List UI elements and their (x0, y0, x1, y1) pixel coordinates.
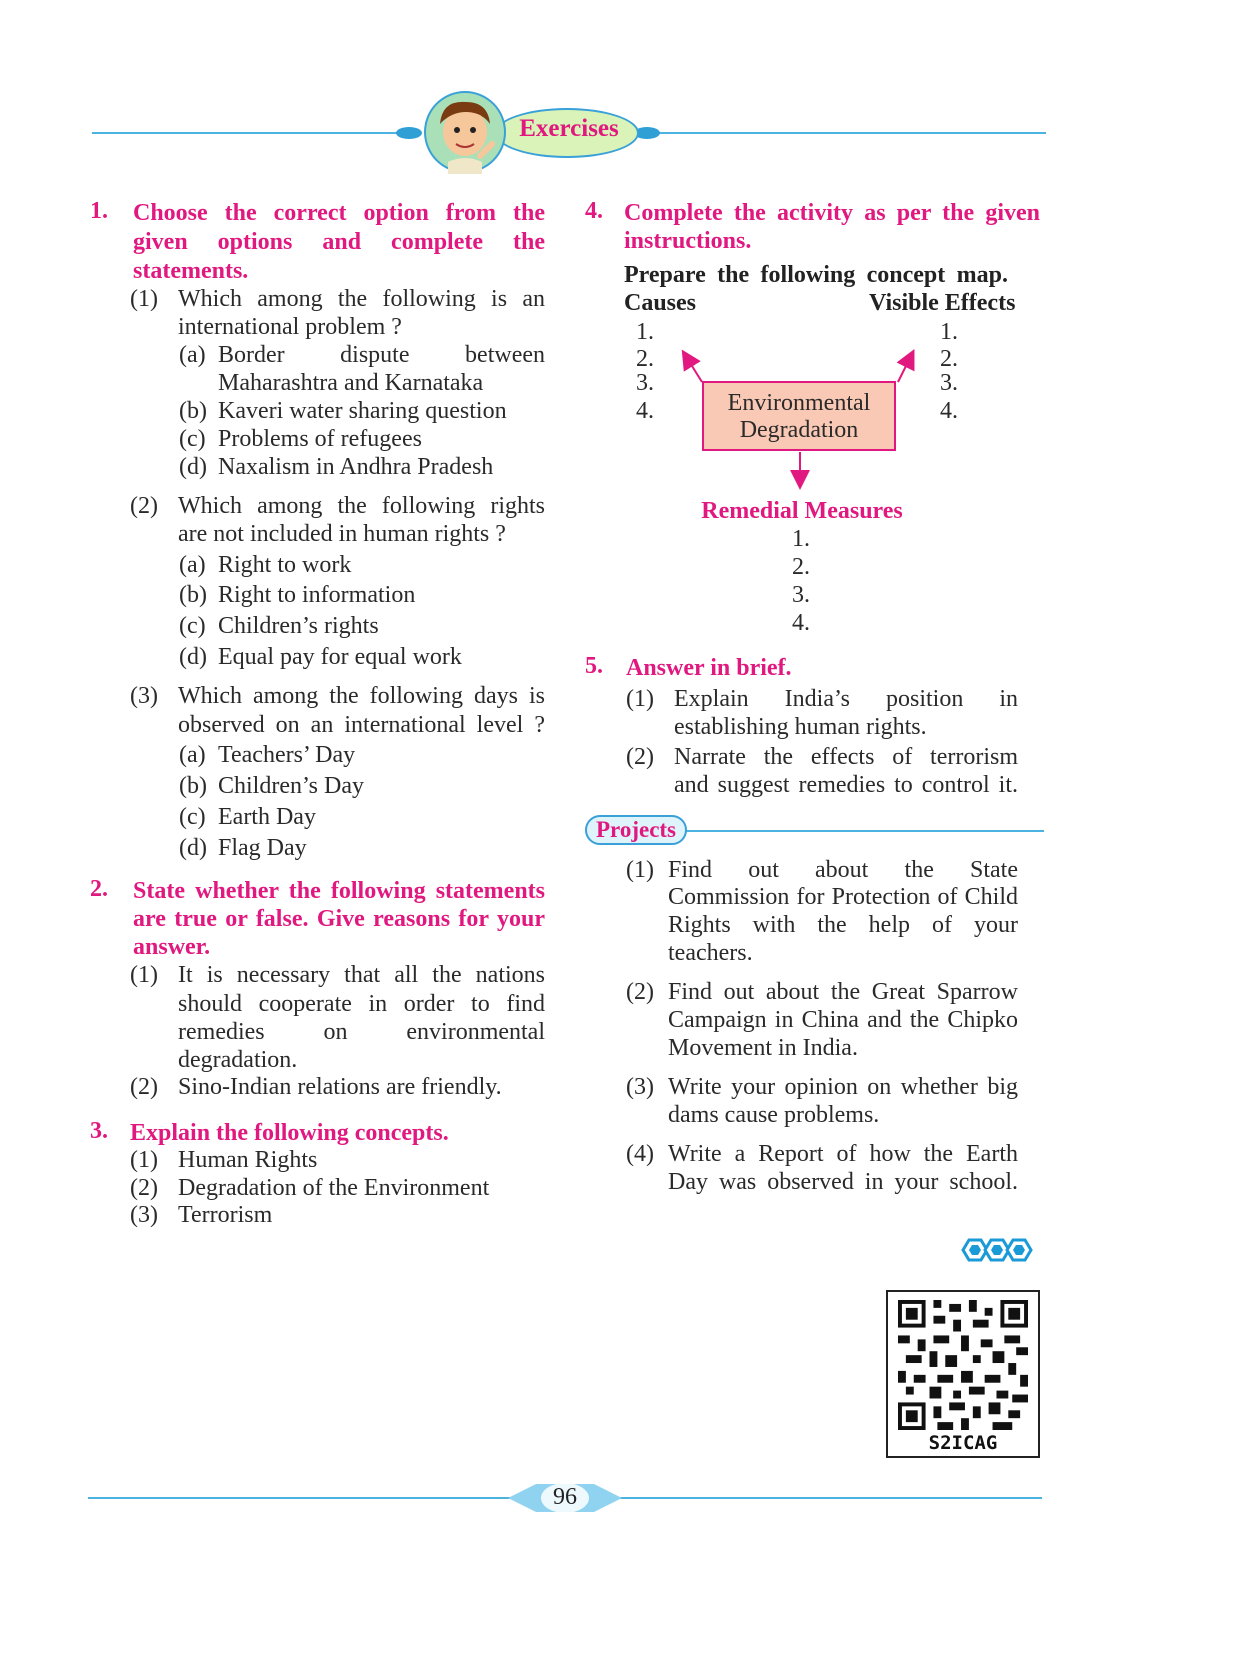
project-1-line-3: Rights with the help of your (668, 912, 1018, 938)
q1-item-2-line-2: are not included in human rights ? (178, 521, 506, 547)
q1-item-2-option-d-label: (d) (179, 644, 207, 670)
header-title: Exercises (519, 115, 619, 142)
remedial-3: 3. (792, 582, 810, 608)
concept-map-instruction: Prepare the following concept map. (624, 262, 1008, 288)
q1-item-1-option-d: Naxalism in Andhra Pradesh (218, 454, 494, 480)
boy-mascot-icon (420, 90, 510, 174)
concept-map-effects-label: Visible Effects (869, 290, 1016, 316)
q1-item-1-option-c: Problems of refugees (218, 426, 422, 452)
q3-item-1: Human Rights (178, 1147, 318, 1173)
header-rule-left (92, 132, 412, 134)
remedial-measures-label: Remedial Measures (701, 498, 903, 524)
q3-item-2: Degradation of the Environment (178, 1175, 490, 1201)
q4-heading-line-2: instructions. (624, 228, 752, 254)
q1-item-1-number: (1) (130, 286, 158, 312)
q5-item-2-line-2: and suggest remedies to control it. (674, 772, 1018, 798)
q1-item-2-option-b: Right to information (218, 582, 416, 608)
project-4-number: (4) (626, 1141, 654, 1167)
projects-rule (686, 830, 1044, 832)
q2-item-1-number: (1) (130, 962, 158, 988)
project-3-number: (3) (626, 1074, 654, 1100)
q1-item-2-number: (2) (130, 493, 158, 519)
header-rule-right (648, 132, 1046, 134)
q1-item-1-line-1: Which among the following is an (178, 286, 545, 312)
concept-map-center-line-2: Degradation (739, 417, 859, 443)
effect-1: 1. (940, 319, 958, 345)
page-number: 96 (553, 1484, 577, 1510)
project-1-line-4: teachers. (668, 940, 753, 966)
effect-3: 3. (940, 370, 958, 396)
projects-title: Projects (595, 817, 677, 842)
footer-rule-left (88, 1497, 528, 1499)
q5-item-2-line-1: Narrate the effects of terrorism (674, 744, 1018, 770)
q5-item-1-line-1: Explain India’s position in (674, 686, 1018, 712)
q1-item-1-option-a-label: (a) (179, 342, 206, 368)
remedial-4: 4. (792, 610, 810, 636)
q1-item-1-option-b: Kaveri water sharing question (218, 398, 507, 424)
q1-item-3-option-b: Children’s Day (218, 773, 364, 799)
q1-item-3-line-1: Which among the following days is (178, 683, 545, 709)
q1-item-3-line-2: observed on an international level ? (178, 712, 545, 738)
q2-heading-line-2: are true or false. Give reasons for your (133, 906, 545, 932)
qr-code-frame (886, 1290, 1040, 1458)
q1-item-2-line-1: Which among the following rights (178, 493, 545, 519)
q1-item-3-option-a: Teachers’ Day (218, 742, 356, 768)
q1-item-2-option-b-label: (b) (179, 582, 207, 608)
q1-item-3-option-a-label: (a) (179, 742, 206, 768)
q2-item-1-line-3: remedies on environmental (178, 1019, 545, 1045)
cause-2: 2. (636, 346, 654, 372)
q1-item-1-option-a-line-1: Border dispute between (218, 342, 545, 368)
q3-number: 3. (90, 1118, 108, 1144)
q5-item-2-number: (2) (626, 744, 654, 770)
q5-item-1-number: (1) (626, 686, 654, 712)
header-rule-left-cap (396, 127, 422, 139)
cause-1: 1. (636, 319, 654, 345)
cause-3: 3. (636, 370, 654, 396)
project-4-line-1: Write a Report of how the Earth (668, 1141, 1018, 1167)
project-2-line-2: Campaign in China and the Chipko (668, 1007, 1018, 1033)
q1-item-3-option-b-label: (b) (179, 773, 207, 799)
remedial-1: 1. (792, 526, 810, 552)
q1-item-1-line-2: international problem ? (178, 314, 402, 340)
qr-code-text: S2ICAG (928, 1432, 998, 1454)
q2-item-2-number: (2) (130, 1074, 158, 1100)
effect-2: 2. (940, 346, 958, 372)
q4-number: 4. (585, 198, 603, 224)
qr-code-icon (897, 1300, 1029, 1430)
q1-item-1-option-d-label: (d) (179, 454, 207, 480)
q1-heading-line-1: Choose the correct option from the (133, 200, 545, 226)
q3-heading: Explain the following concepts. (130, 1120, 449, 1146)
q1-number: 1. (90, 198, 108, 224)
q5-heading: Answer in brief. (626, 655, 792, 681)
q1-item-3-option-c-label: (c) (179, 804, 206, 830)
project-1-line-2: Commission for Protection of Child (668, 884, 1018, 910)
project-2-number: (2) (626, 979, 654, 1005)
q1-item-2-option-a-label: (a) (179, 552, 206, 578)
project-3-line-2: dams cause problems. (668, 1102, 880, 1128)
q1-item-3-option-d-label: (d) (179, 835, 207, 861)
q2-heading-line-1: State whether the following statements (133, 878, 545, 904)
concept-map-causes-label: Causes (624, 290, 697, 316)
q2-item-1-line-1: It is necessary that all the nations (178, 962, 545, 988)
q1-item-1-option-b-label: (b) (179, 398, 207, 424)
q1-item-1-option-a-line-2: Maharashtra and Karnataka (218, 370, 484, 396)
q5-number: 5. (585, 653, 603, 679)
project-1-line-1: Find out about the State (668, 857, 1018, 883)
q3-item-2-number: (2) (130, 1175, 158, 1201)
q1-item-2-option-a: Right to work (218, 552, 352, 578)
q2-heading-line-3: answer. (133, 934, 211, 960)
q1-heading-line-2: given options and complete the (133, 229, 545, 255)
effect-4: 4. (940, 398, 958, 424)
hexagon-ornament-icon (956, 1236, 1040, 1264)
q1-item-1-option-c-label: (c) (179, 426, 206, 452)
q3-item-1-number: (1) (130, 1147, 158, 1173)
q1-item-2-option-c: Children’s rights (218, 613, 379, 639)
remedial-2: 2. (792, 554, 810, 580)
q5-item-1-line-2: establishing human rights. (674, 714, 927, 740)
footer-rule-right (600, 1497, 1042, 1499)
q2-number: 2. (90, 876, 108, 902)
q3-item-3-number: (3) (130, 1202, 158, 1228)
q1-heading-line-3: statements. (133, 258, 249, 284)
q2-item-2-line-1: Sino-Indian relations are friendly. (178, 1074, 502, 1100)
q2-item-1-line-4: degradation. (178, 1047, 298, 1073)
concept-map-center-line-1: Environmental (727, 390, 871, 416)
project-4-line-2: Day was observed in your school. (668, 1169, 1018, 1195)
q1-item-2-option-d: Equal pay for equal work (218, 644, 462, 670)
project-1-number: (1) (626, 857, 654, 883)
q1-item-3-option-c: Earth Day (218, 804, 316, 830)
q3-item-3: Terrorism (178, 1202, 273, 1228)
q1-item-3-option-d: Flag Day (218, 835, 307, 861)
q1-item-2-option-c-label: (c) (179, 613, 206, 639)
cause-4: 4. (636, 398, 654, 424)
q1-item-3-number: (3) (130, 683, 158, 709)
q2-item-1-line-2: should cooperate in order to find (178, 991, 545, 1017)
project-3-line-1: Write your opinion on whether big (668, 1074, 1018, 1100)
q4-heading-line-1: Complete the activity as per the given (624, 200, 1040, 226)
project-2-line-3: Movement in India. (668, 1035, 858, 1061)
project-2-line-1: Find out about the Great Sparrow (668, 979, 1018, 1005)
